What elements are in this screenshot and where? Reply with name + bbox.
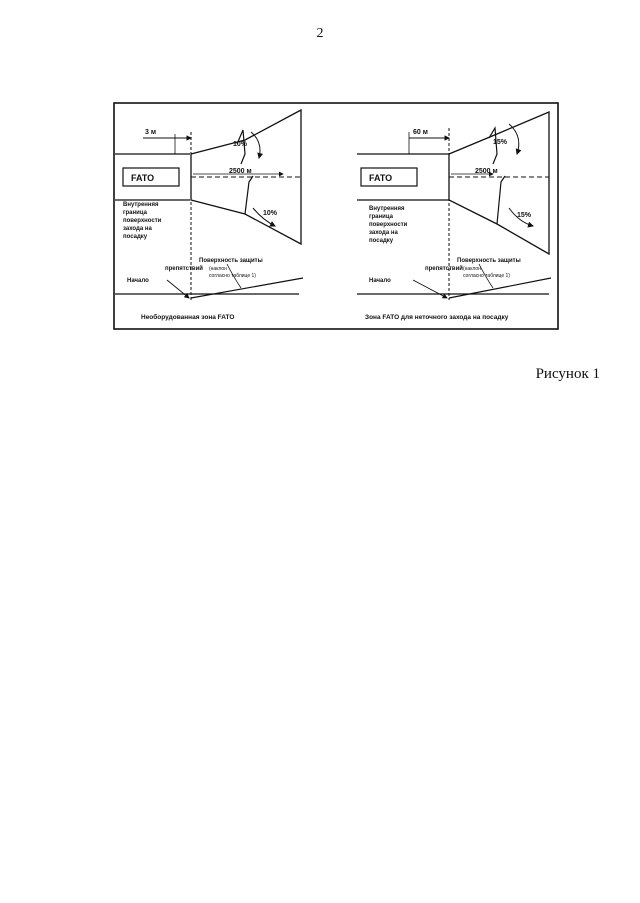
right-dim-width: 60 м [413, 129, 428, 136]
left-obstacle-surface-l2: препятствий [165, 266, 203, 272]
left-obstacle-surface-l1: Поверхность защиты [199, 258, 263, 264]
page-number: 2 [316, 26, 324, 41]
right-obstacle-surface-l2: препятствий [425, 266, 463, 272]
right-slope-note-l2: согласно таблице 1) [463, 273, 510, 279]
right-panel-title: Зона FATO для неточного захода на посадку [365, 314, 509, 321]
left-dim-width: 3 м [145, 129, 157, 136]
right-fato-label: FATO [369, 173, 393, 183]
right-dim-length: 2500 м [475, 168, 498, 175]
right-approach-trapezoid [449, 112, 549, 254]
left-slope-lower: 10% [263, 210, 278, 217]
left-inner-boundary-l4: захода на [123, 226, 152, 232]
figure-approach-surfaces [113, 102, 559, 330]
left-slope-upper: 10% [233, 141, 248, 148]
left-panel-title: Необорудованная зона FATO [141, 314, 235, 321]
left-origin-label: Начало [127, 278, 149, 284]
left-inner-boundary-l1: Внутренняя [123, 202, 159, 208]
left-dim-length: 2500 м [229, 168, 252, 175]
right-origin-label: Начало [369, 278, 391, 284]
right-slope-note-l1: (наклон [463, 266, 481, 272]
figure-caption: Рисунок 1 [535, 366, 600, 382]
figure-svg [113, 102, 559, 330]
right-slope-lower: 15% [517, 212, 532, 219]
right-obstacle-surface-l1: Поверхность защиты [457, 258, 521, 264]
left-inner-boundary-l3: поверхности [123, 218, 162, 224]
left-slope-note-l2: согласно таблице 1) [209, 273, 256, 279]
left-slope-note-l1: (наклон [209, 266, 227, 272]
right-slope-upper: 15% [493, 139, 508, 146]
right-inner-boundary-l3: поверхности [369, 222, 408, 228]
left-inner-boundary-l2: граница [123, 210, 147, 216]
right-inner-boundary-l2: граница [369, 214, 393, 220]
left-inner-boundary-l5: посадку [123, 234, 148, 240]
left-fato-label: FATO [131, 173, 155, 183]
right-inner-boundary-l5: посадку [369, 238, 394, 244]
right-inner-boundary-l4: захода на [369, 230, 398, 236]
right-inner-boundary-l1: Внутренняя [369, 206, 405, 212]
